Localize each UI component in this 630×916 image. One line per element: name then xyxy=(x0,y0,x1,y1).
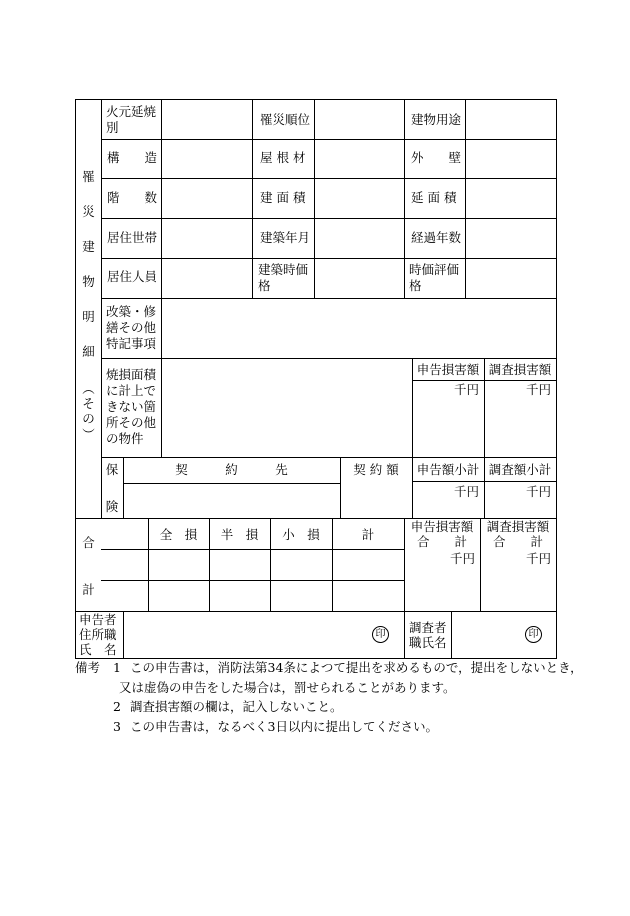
investigator-label-2: 職氏名 xyxy=(409,635,447,650)
disaster-rank-label: 罹災順位 xyxy=(260,112,311,127)
insurance-label-top: 保 xyxy=(105,462,119,477)
unit-label: 千円 xyxy=(453,484,479,499)
declared-total-header: 申告損害額 xyxy=(410,519,474,534)
unit-label: 千円 xyxy=(525,484,551,499)
surveyed-subtotal-header: 調査額小計 xyxy=(488,462,552,477)
contract-amount-header: 契 約 額 xyxy=(353,462,399,477)
side-title-char: の xyxy=(82,411,95,426)
declarant-label-3: 氏 名 xyxy=(79,642,117,657)
unit-label: 千円 xyxy=(525,382,551,397)
half-loss-header: 半 損 xyxy=(220,527,259,542)
appraisal-value-label: 時価評価格 xyxy=(409,262,460,293)
exterior-wall-label: 外 壁 xyxy=(411,150,462,165)
declarant-label-1: 申告者 xyxy=(79,612,117,627)
resident-households-label: 居住世帯 xyxy=(107,230,158,245)
declared-total-header-2: 合 計 xyxy=(416,534,467,549)
note-3: この申告書は，なるべく3日以内に提出してください。 xyxy=(130,719,438,734)
totals-label-top: 合 xyxy=(82,535,95,550)
investigator-seal-icon: 印 xyxy=(525,626,542,643)
note-number: 1 xyxy=(113,660,121,675)
roof-label: 屋 根 材 xyxy=(260,150,306,165)
structure-label: 構 造 xyxy=(107,150,158,165)
note-number: 3 xyxy=(113,719,121,734)
construction-time-value-label: 建築時価格 xyxy=(258,262,309,293)
building-area-label: 建 面 積 xyxy=(260,190,306,205)
contract-party-header: 契 約 先 xyxy=(175,462,288,477)
note-1-line-2: 又は虚偽の申告をした場合は，罰せられることがあります。 xyxy=(119,680,456,695)
side-title-char: 明 xyxy=(82,309,95,324)
declared-damage-header: 申告損害額 xyxy=(416,362,480,377)
side-title-char: 細 xyxy=(82,344,95,359)
insurance-label-bottom: 険 xyxy=(105,499,119,514)
note-2: 調査損害額の欄は，記入しないこと。 xyxy=(130,699,343,714)
unrecorded-items-label: 焼損面積に計上できない箇所その他の物件 xyxy=(106,367,157,446)
investigator-label-1: 調査者 xyxy=(409,620,447,635)
side-title-char: そ xyxy=(82,396,95,411)
surveyed-total-header: 調査損害額 xyxy=(486,519,550,534)
side-title-char: 災 xyxy=(82,204,95,219)
unit-label: 千円 xyxy=(449,551,475,566)
residents-label: 居住人員 xyxy=(107,269,158,284)
sum-header: 計 xyxy=(361,527,375,542)
years-elapsed-label: 経過年数 xyxy=(411,230,462,245)
total-floor-area-label: 延 面 積 xyxy=(411,190,457,205)
unit-label: 千円 xyxy=(453,382,479,397)
fire-origin-label: 火元延焼別 xyxy=(106,104,157,135)
construction-ym-label: 建築年月 xyxy=(260,230,311,245)
floors-label: 階 数 xyxy=(107,190,158,205)
full-loss-header: 全 損 xyxy=(159,527,198,542)
remarks-label: 改築・修繕その他特記事項 xyxy=(106,304,157,351)
side-title-char: 罹 xyxy=(82,169,95,184)
building-use-label: 建物用途 xyxy=(411,112,462,127)
notes-heading: 備考 xyxy=(75,660,101,675)
small-loss-header: 小 損 xyxy=(282,527,320,542)
note-1-line-1: この申告書は，消防法第34条によつて提出を求めるもので，提出をしないとき， xyxy=(130,660,583,675)
totals-label-bottom: 計 xyxy=(82,582,95,597)
unit-label: 千円 xyxy=(525,551,551,566)
side-title-char: ︶ xyxy=(82,427,95,442)
surveyed-total-header-2: 合 計 xyxy=(492,534,543,549)
surveyed-damage-header: 調査損害額 xyxy=(488,362,552,377)
declared-subtotal-header: 申告額小計 xyxy=(416,462,480,477)
side-title-char: 物 xyxy=(82,274,95,289)
declarant-label-2: 住所職 xyxy=(79,627,117,642)
side-title-char: ︵ xyxy=(82,381,95,396)
side-title-char: 建 xyxy=(82,239,95,254)
note-number: 2 xyxy=(113,699,121,714)
declarant-seal-icon: 印 xyxy=(372,626,389,643)
